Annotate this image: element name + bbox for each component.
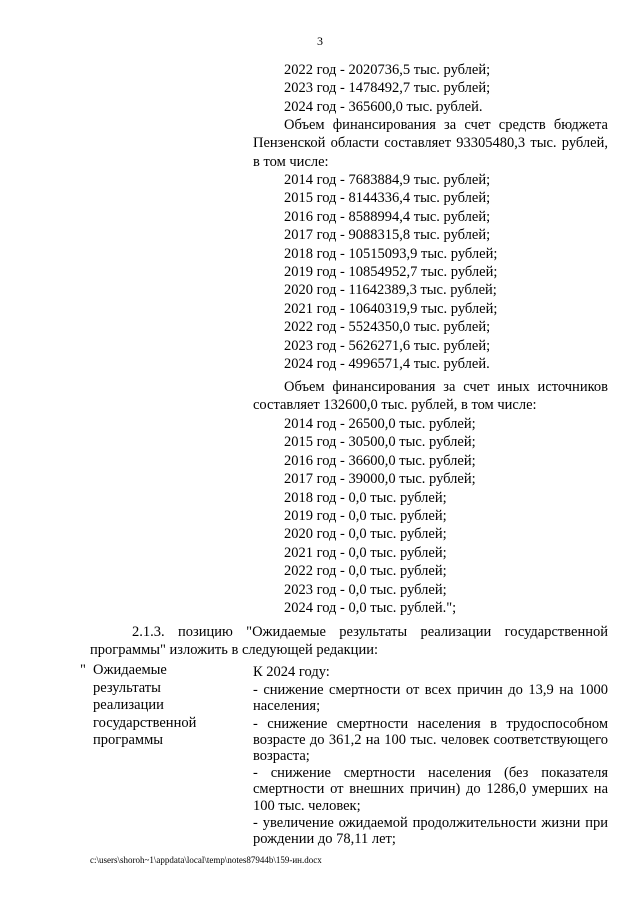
list-item: 2019 год - 10854952,7 тыс. рублей; [284,264,498,281]
list-item: 2024 год - 0,0 тыс. рублей."; [284,600,457,617]
opening-quote: " [80,662,86,678]
list-item: - снижение смертности населения (без показателя смертности от внешних причин) до 1286,0 умерших на 100 тыс. человек; [253,765,608,814]
list-item: 2023 год - 0,0 тыс. рублей; [284,581,447,598]
page-number: 3 [317,34,323,48]
federal-years-list [284,61,490,116]
other-funding-text: Объем финансирования за счет иных источников составляет 132600,0 тыс. рублей, в том числе: [253,379,608,414]
list-item: - снижение смертности от всех причин до 13,9 на 1000 населения; [253,682,608,715]
footer-file-path: c:\users\shoroh~1\appdata\local\temp\notes87944b\159-ин.docx [90,855,322,865]
list-item: 2024 год - 365600,0 тыс. рублей. [284,98,483,115]
list-item: 2014 год - 7683884,9 тыс. рублей; [284,172,491,188]
results-lead: К 2024 году: [253,664,330,680]
regional-years-list [284,171,497,373]
list-item: 2018 год - 10515093,9 тыс. рублей; [284,245,498,262]
other-funding-paragraph [253,378,608,415]
list-item: 2021 год - 10640319,9 тыс. рублей; [284,300,498,317]
section-intro-paragraph [90,623,608,660]
list-item: 2023 год - 1478492,7 тыс. рублей; [284,80,491,97]
section-intro-text: 2.1.3. позицию "Ожидаемые результаты реализации государственной программы" изложить в следующей редакции: [90,624,608,659]
list-item: - снижение смертности населения в трудоспособном возрасте до 361,2 на 100 тыс. человек соответствующего возраста; [253,715,608,765]
regional-funding-paragraph [253,116,608,171]
list-item: 2020 год - 0,0 тыс. рублей; [284,526,447,543]
list-item: 2019 год - 0,0 тыс. рублей; [284,508,447,525]
list-item: 2023 год - 5626271,6 тыс. рублей; [284,337,491,354]
list-item: 2017 год - 9088315,8 тыс. рублей; [284,227,491,244]
list-item: - увеличение ожидаемой продолжительности жизни при рождении до 78,11 лет; [253,814,608,848]
expected-results [253,664,608,848]
list-item: 2015 год - 30500,0 тыс. рублей; [284,434,476,451]
list-item: 2017 год - 39000,0 тыс. рублей; [284,471,476,488]
list-item: 2018 год - 0,0 тыс. рублей; [284,489,447,506]
list-item: 2022 год - 5524350,0 тыс. рублей; [284,319,491,336]
list-item: 2015 год - 8144336,4 тыс. рублей; [284,190,491,207]
list-item: 2016 год - 36600,0 тыс. рублей; [284,452,476,469]
list-item: 2014 год - 26500,0 тыс. рублей; [284,416,476,432]
list-item: 2021 год - 0,0 тыс. рублей; [284,544,447,561]
list-item: 2022 год - 2020736,5 тыс. рублей; [284,62,491,78]
list-item: 2022 год - 0,0 тыс. рублей; [284,563,447,580]
list-item: 2020 год - 11642389,3 тыс. рублей; [284,282,497,299]
regional-funding-text: Объем финансирования за счет средств бюджета Пензенской области составляет 93305480,3 тыс. рублей, в том числе: [253,117,608,170]
list-item: 2024 год - 4996571,4 тыс. рублей. [284,356,490,373]
other-years-list [284,415,476,617]
list-item: 2016 год - 8588994,4 тыс. рублей; [284,208,491,225]
term-label: Ожидаемые результаты реализации государственной программы [93,662,197,748]
